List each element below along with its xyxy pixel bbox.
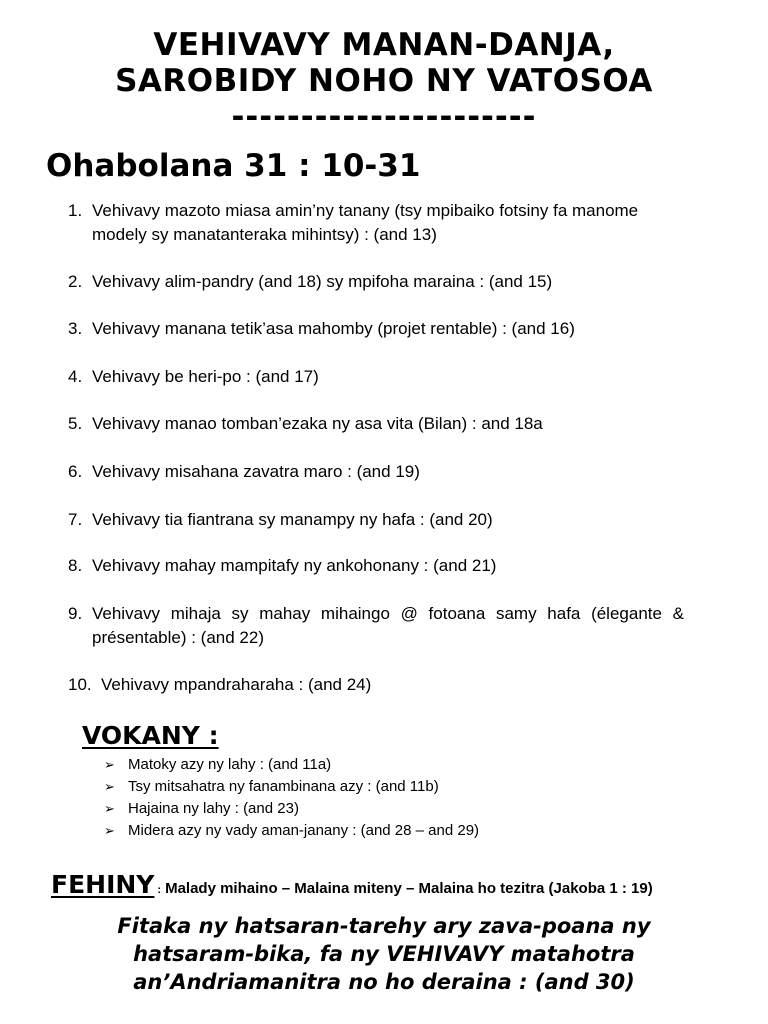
list-item-text: Vehivavy mpandraharaha : (and 24) <box>101 675 372 694</box>
closing-line-3: an’Andriamanitra no ho deraina : (and 30) <box>133 970 635 994</box>
list-item-number: 7. <box>68 510 83 529</box>
arrow-bullet-icon: ➢ <box>104 779 115 794</box>
bullet-item <box>104 755 331 775</box>
bullet-text: Hajaina ny lahy : (and 23) <box>128 800 299 817</box>
list-item <box>68 199 684 247</box>
list-item-number: 2. <box>68 272 83 291</box>
list-item-text: Vehivavy mazoto miasa amin’ny tanany (tsy mpibaiko fotsiny fa manome modely sy manatanteraka mihintsy) : (and 13) <box>92 201 639 244</box>
closing-line-1: Fitaka ny hatsaran-tarehy ary zava-poana ny <box>117 914 651 938</box>
list-item <box>68 412 684 436</box>
list-item-text: Vehivavy be heri-po : (and 17) <box>92 367 319 386</box>
fehiny-colon: : <box>157 884 162 896</box>
list-item <box>68 270 684 294</box>
list-item-number: 8. <box>68 556 83 575</box>
list-item <box>68 508 684 532</box>
bullet-item <box>104 821 479 841</box>
fehiny-heading: FEHINY <box>51 870 155 899</box>
list-item <box>68 317 684 341</box>
list-item-number: 3. <box>68 319 83 338</box>
closing-verse <box>0 912 768 996</box>
list-item-text: Vehivavy alim-pandry (and 18) sy mpifoha maraina : (and 15) <box>92 272 553 291</box>
list-item-text: Vehivavy misahana zavatra maro : (and 19) <box>92 462 420 481</box>
list-item-number: 6. <box>68 462 83 481</box>
closing-line-2: hatsaram-bika, fa ny VEHIVAVY matahotra <box>133 942 635 966</box>
list-item-text: Vehivavy tia fiantrana sy manampy ny hafa : (and 20) <box>92 510 493 529</box>
vokany-heading: VOKANY : <box>82 721 219 750</box>
bullet-item <box>104 777 439 797</box>
list-item-number: 10. <box>68 675 92 694</box>
arrow-bullet-icon: ➢ <box>104 823 115 838</box>
bullet-text: Matoky azy ny lahy : (and 11a) <box>128 756 332 773</box>
list-item-number: 4. <box>68 367 83 386</box>
bullet-text: Tsy mitsahatra ny fanambinana azy : (and 11b) <box>128 778 439 795</box>
list-item <box>68 365 684 389</box>
list-item-number: 9. <box>68 604 83 623</box>
fehiny-text: Malady mihaino – Malaina miteny – Malaina ho tezitra (Jakoba 1 : 19) <box>165 880 653 897</box>
list-item-text: Vehivavy mahay mampitafy ny ankohonany : (and 21) <box>92 556 497 575</box>
title-divider: ---------------------- <box>231 99 537 135</box>
arrow-bullet-icon: ➢ <box>104 757 115 772</box>
list-item-text: Vehivavy mihaja sy mahay mihaingo @ fotoana samy hafa (élegante & présentable) : (and 22) <box>92 604 684 647</box>
bullet-item <box>104 799 299 819</box>
list-item <box>68 673 684 697</box>
title-line-1: VEHIVAVY MANAN-DANJA, <box>153 27 615 63</box>
list-item-text: Vehivavy manao tomban’ezaka ny asa vita (Bilan) : and 18a <box>92 414 543 433</box>
arrow-bullet-icon: ➢ <box>104 801 115 816</box>
title-line-2: SAROBIDY NOHO NY VATOSOA <box>115 63 653 99</box>
list-item-text: Vehivavy manana tetik’asa mahomby (projet rentable) : (and 16) <box>92 319 575 338</box>
list-item <box>68 460 684 484</box>
list-item-number: 5. <box>68 414 83 433</box>
list-item-number: 1. <box>68 201 83 220</box>
bullet-text: Midera azy ny vady aman-janany : (and 28 – and 29) <box>128 822 480 839</box>
list-item <box>68 602 684 650</box>
scripture-reference: Ohabolana 31 : 10-31 <box>46 148 421 184</box>
fehiny-line <box>51 870 653 899</box>
list-item <box>68 554 684 578</box>
